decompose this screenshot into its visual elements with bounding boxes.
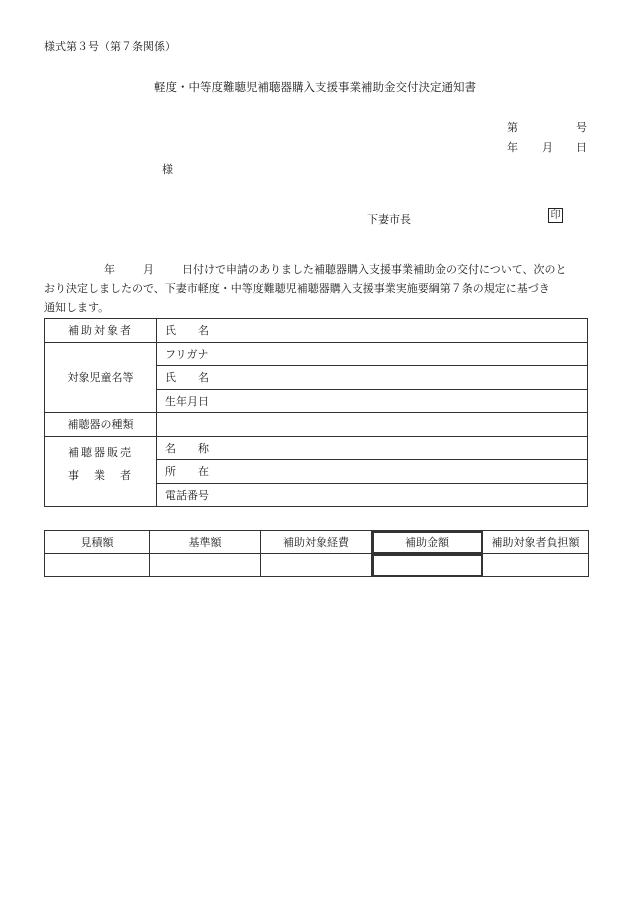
vendor-name-field[interactable]: 名 称 [157,436,588,460]
eligible-cost-header: 補助対象経費 [261,531,372,554]
standard-amount-value[interactable] [150,554,261,577]
table-row [45,554,589,577]
body-line-3: 通知します。 [44,301,110,314]
recipient-share-header: 補助対象者負担額 [483,531,589,554]
amount-table [44,530,589,577]
page-title: 軽度・中等度難聴児補聴器購入支援事業補助金交付決定通知書 [154,80,476,94]
date-month: 月 [542,141,553,154]
sender-name: 下妻市長 [367,213,411,226]
date-day: 日 [576,141,587,154]
table-row [45,319,588,343]
seal-stamp: 印 [548,208,563,223]
body-line-1 [44,260,590,279]
addressee: 様 [162,163,173,176]
table-row [45,413,588,437]
subsidy-amount-header: 補助金額 [372,531,483,554]
notice-body [44,260,590,317]
document-number-prefix: 第 [507,121,518,134]
device-type-field[interactable] [157,413,588,437]
vendor-phone-field[interactable]: 電話番号 [157,483,588,507]
document-number-suffix: 号 [576,121,587,134]
child-furigana-field[interactable]: フリガナ [157,342,588,366]
standard-amount-header: 基準額 [150,531,261,554]
child-name-field[interactable]: 氏 名 [157,366,588,390]
child-birthdate-field[interactable]: 生年月日 [157,389,588,413]
info-table [44,318,588,507]
recipient-share-value[interactable] [483,554,589,577]
vendor-label-line-2: 事 業 者 [68,468,133,482]
vendor-label-line-1: 補聴器販売 [68,445,133,459]
vendor-address-field[interactable]: 所 在 [157,460,588,484]
recipient-label: 補助対象者 [45,319,157,343]
form-number: 様式第３号（第７条関係） [44,40,176,53]
table-row [45,531,589,554]
table-row [45,436,588,460]
subsidy-amount-value[interactable] [372,554,483,577]
eligible-cost-value[interactable] [261,554,372,577]
device-type-label: 補聴器の種類 [45,413,157,437]
estimate-value[interactable] [45,554,150,577]
recipient-name-field[interactable]: 氏 名 [157,319,588,343]
body-year: 年 [104,263,115,276]
date-year: 年 [507,141,518,154]
table-row [45,342,588,366]
estimate-header: 見積額 [45,531,150,554]
vendor-label [45,436,157,507]
body-line-2: おり決定しましたので、下妻市軽度・中等度難聴児補聴器購入支援事業実施要綱第７条の規定に基づき [44,282,550,295]
body-line-1-text: 日付けで申請のありました補聴器購入支援事業補助金の交付について、次のと [182,263,567,276]
child-label: 対象児童名等 [45,342,157,413]
body-month: 月 [143,263,154,276]
